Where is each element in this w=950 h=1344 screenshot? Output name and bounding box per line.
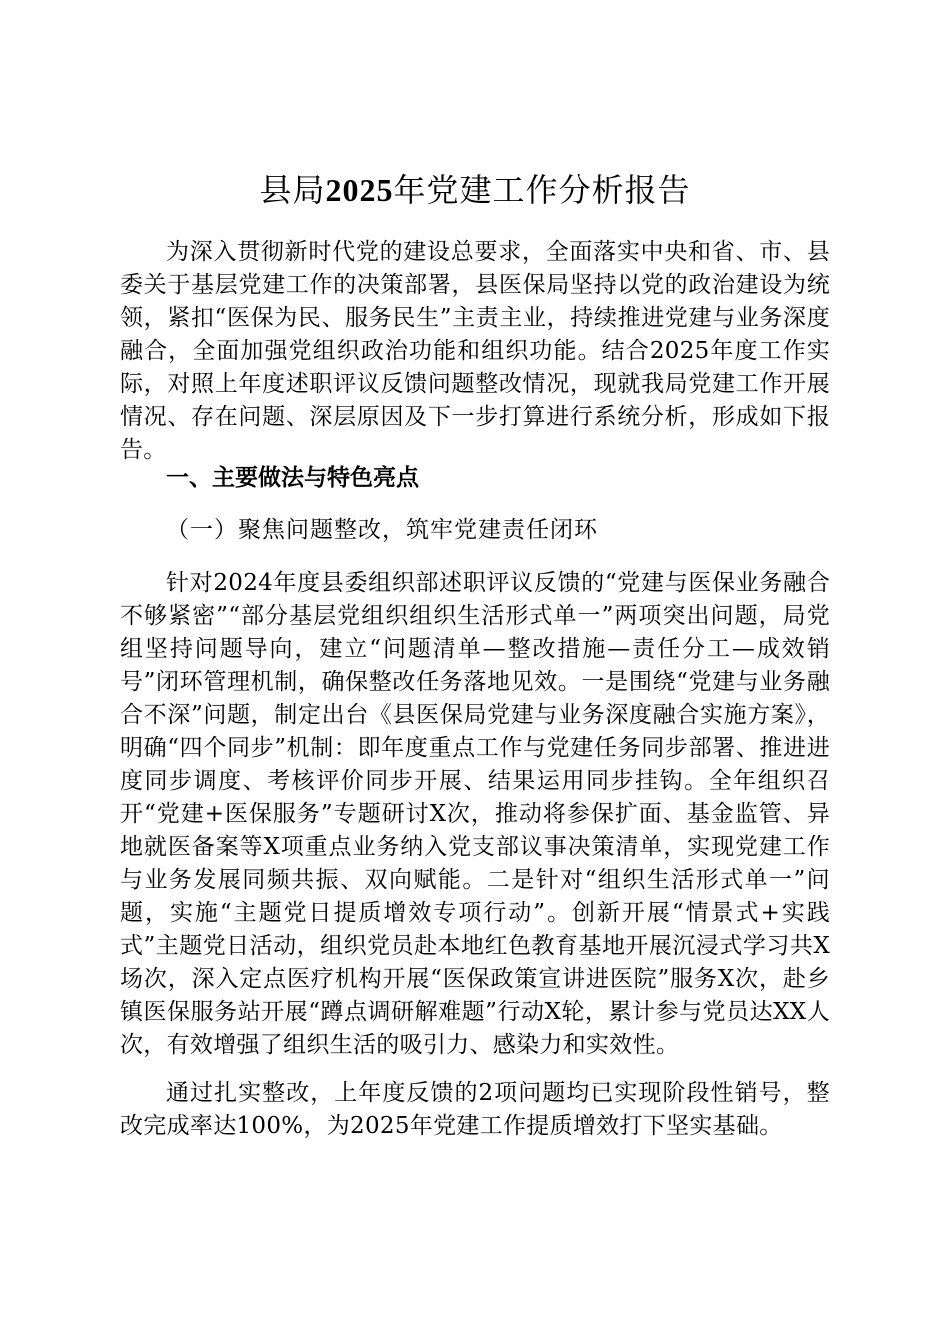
section1-block bbox=[120, 462, 830, 495]
subsection1-block bbox=[120, 514, 830, 547]
para2-block bbox=[120, 1077, 830, 1143]
intro-block bbox=[120, 236, 830, 467]
subsection1-heading: （一）聚焦问题整改，筑牢党建责任闭环 bbox=[166, 517, 598, 543]
title-year: 2025 bbox=[325, 172, 394, 208]
title-suffix: 年党建工作分析报告 bbox=[393, 171, 691, 209]
para1-block bbox=[120, 567, 830, 1062]
document-title bbox=[0, 168, 950, 212]
body-paragraph-1: 针对2024年度县委组织部述职评议反馈的“党建与医保业务融合不够紧密”“部分基层党组织组织生活形式单一”两项突出问题，局党组坚持问题导向，建立“问题清单—整改措施—责任分工—成效销号”闭环管理机制，确保整改任务落地见效。一是围绕“党建与业务融合不深”问题，制定出台《县医保局党建与业务深度融合实施方案》，明确“四个同步”机制：即年度重点工作与党建任务同步部署、推进进度同步调度、考核评价同步开展、结果运用同步挂钩。全年组织召开“党建+医保服务”专题研讨X次，推动将参保扩面、基金监管、异地就医备案等X项重点业务纳入党支部议事决策清单，实现党建工作与业务发展同频共振、双向赋能。二是针对“组织生活形式单一”问题，实施“主题党日提质增效专项行动”。创新开展“情景式+实践式”主题党日活动，组织党员赴本地红色教育基地开展沉浸式学习共X场次，深入定点医疗机构开展“医保政策宣讲进医院”服务X次，赴乡镇医保服务站开展“蹲点调研解难题”行动X轮，累计参与党员达XX人次，有效增强了组织生活的吸引力、感染力和实效性。 bbox=[120, 570, 830, 1058]
body-paragraph-2: 通过扎实整改，上年度反馈的2项问题均已实现阶段性销号，整改完成率达100%，为2025年党建工作提质增效打下坚实基础。 bbox=[120, 1080, 830, 1139]
section1-heading: 一、主要做法与特色亮点 bbox=[166, 465, 419, 491]
title-prefix: 县局 bbox=[259, 171, 326, 209]
intro-paragraph: 为深入贯彻新时代党的建设总要求，全面落实中央和省、市、县委关于基层党建工作的决策部署，县医保局坚持以党的政治建设为统领，紧扣“医保为民、服务民生”主责主业，持续推进党建与业务深度融合，全面加强党组织政治功能和组织功能。结合2025年度工作实际，对照上年度述职评议反馈问题整改情况，现就我局党建工作开展情况、存在问题、深层原因及下一步打算进行系统分析，形成如下报告。 bbox=[120, 239, 830, 463]
